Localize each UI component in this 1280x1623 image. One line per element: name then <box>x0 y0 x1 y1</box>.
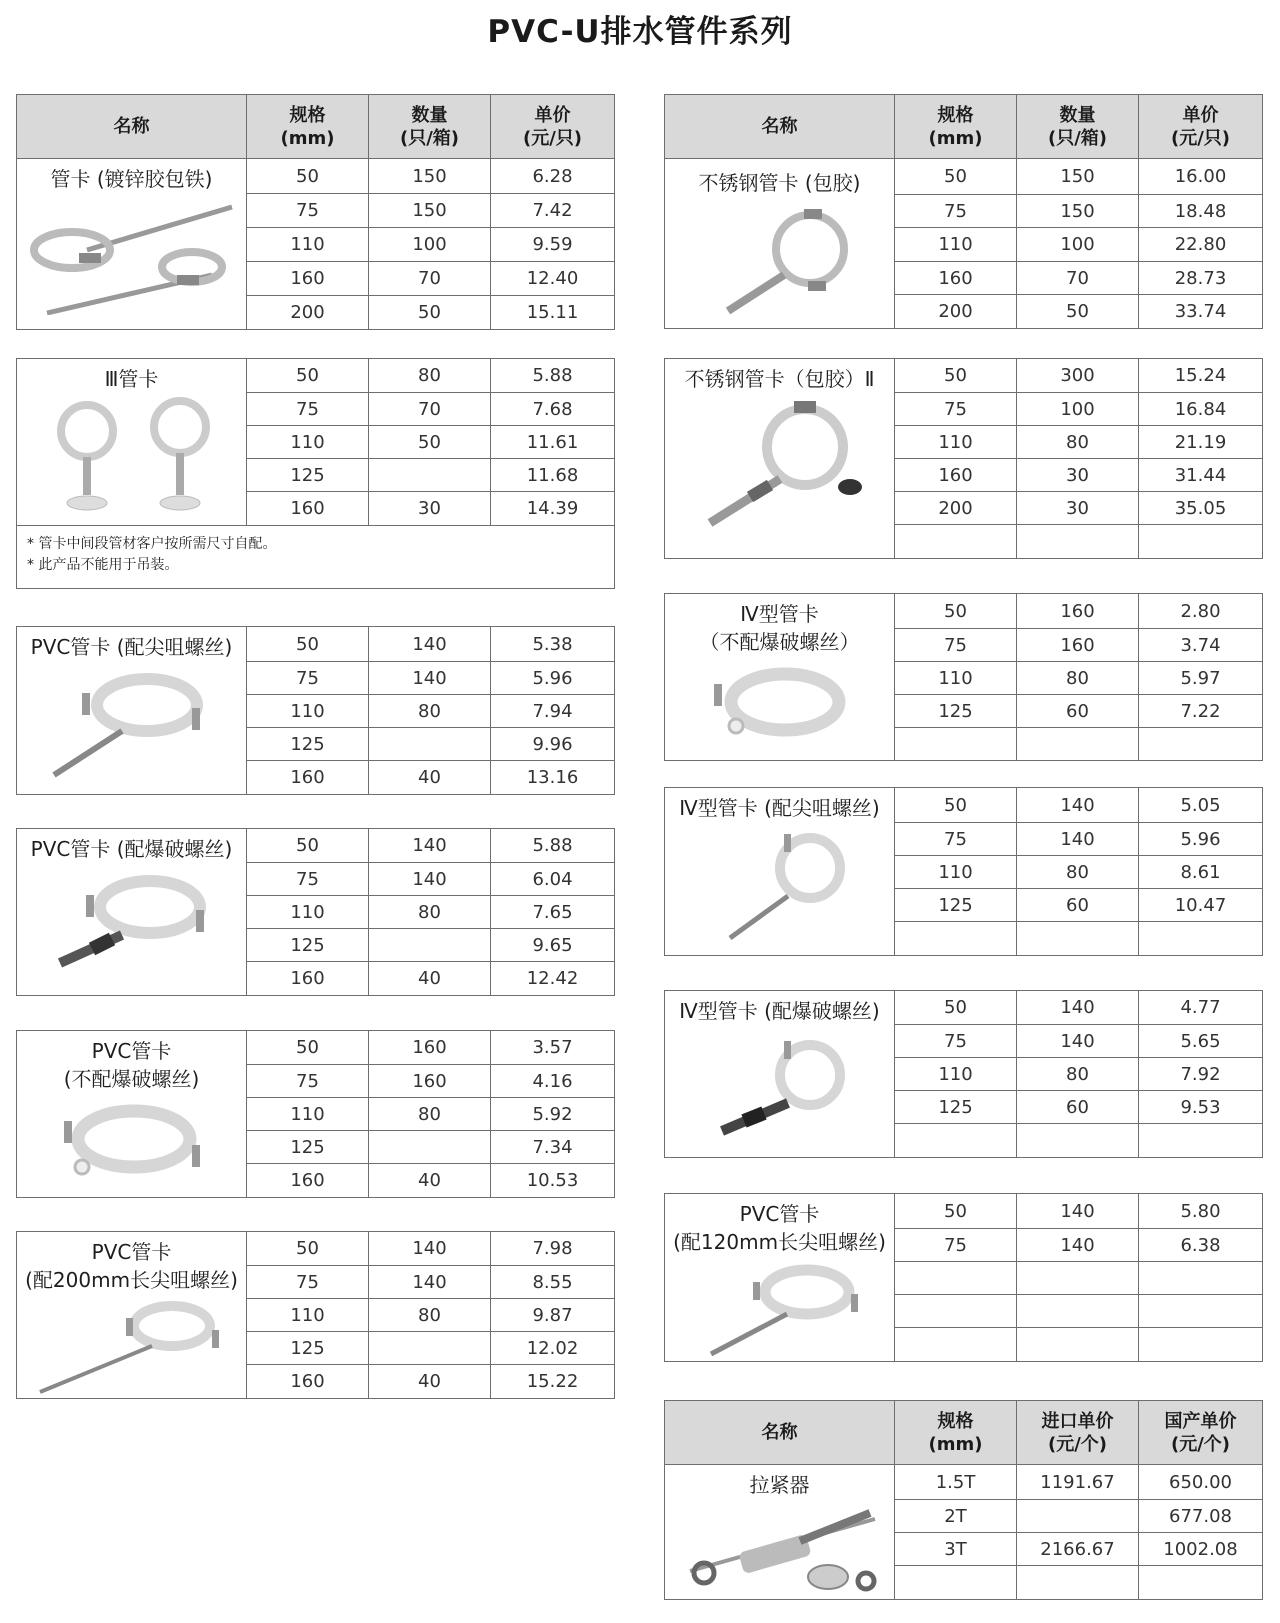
price-cell: 10.47 <box>1139 889 1263 922</box>
qty-cell: 60 <box>1017 1091 1139 1124</box>
product-name-cell <box>665 359 895 559</box>
price-cell: 12.40 <box>491 262 615 296</box>
qty-cell: 50 <box>369 426 491 459</box>
product-name-cell <box>665 594 895 761</box>
qty-cell: 140 <box>369 863 491 896</box>
qty-cell: 150 <box>369 194 491 228</box>
table-header <box>17 95 615 159</box>
qty-cell: 140 <box>1017 1025 1139 1058</box>
spec-cell: 110 <box>247 896 369 929</box>
table-row <box>665 991 1263 1025</box>
table-row <box>17 159 615 194</box>
header-spec: 规格 (mm) <box>895 95 1017 159</box>
spec-cell: 75 <box>247 1266 369 1299</box>
ratchet-puller-icon <box>680 1501 880 1593</box>
spec-cell: 160 <box>247 962 369 996</box>
product-name-cell <box>17 1031 247 1198</box>
spec-cell: 50 <box>247 627 369 662</box>
spec-cell: 75 <box>247 1065 369 1098</box>
spec-cell: 50 <box>247 159 369 194</box>
price-cell: 9.53 <box>1139 1091 1263 1124</box>
qty-cell: 140 <box>369 662 491 695</box>
price-cell: 5.80 <box>1139 1194 1263 1229</box>
header-name: 名称 <box>17 95 247 159</box>
header-name: 名称 <box>665 95 895 159</box>
product-name-cell <box>17 1232 247 1399</box>
spec-cell: 75 <box>895 629 1017 662</box>
qty-cell: 150 <box>1017 195 1139 228</box>
spec-cell: 125 <box>247 929 369 962</box>
header-qty: 数量 (只/箱) <box>369 95 491 159</box>
product-name-cell <box>665 159 895 329</box>
qty-cell: 140 <box>369 1266 491 1299</box>
qty-cell: 150 <box>369 159 491 194</box>
spec-cell: 50 <box>895 991 1017 1025</box>
spec-cell: 125 <box>247 1131 369 1164</box>
header-price: 单价 (元/只) <box>491 95 615 159</box>
price-cell: 5.88 <box>491 829 615 863</box>
price-cell <box>1139 1328 1263 1362</box>
type-iv-clamp-no-screw-icon <box>700 658 860 748</box>
price-cell: 7.68 <box>491 393 615 426</box>
qty-cell <box>369 728 491 761</box>
spec-cell: 50 <box>895 359 1017 393</box>
qty-cell <box>1017 1328 1139 1362</box>
product-name: Ⅳ型管卡 (配爆破螺丝) <box>679 999 880 1023</box>
spec-cell: 125 <box>895 695 1017 728</box>
spec-cell: 160 <box>895 459 1017 492</box>
price-cell: 21.19 <box>1139 426 1263 459</box>
price-cell: 8.61 <box>1139 856 1263 889</box>
price-cell: 5.05 <box>1139 788 1263 823</box>
qty-cell: 150 <box>1017 159 1139 195</box>
product-name: Ⅳ型管卡 （不配爆破螺丝） <box>699 602 860 654</box>
qty-cell <box>1017 525 1139 559</box>
price-cell <box>1139 922 1263 956</box>
spec-cell <box>895 922 1017 956</box>
qty-cell: 140 <box>369 829 491 863</box>
spec-cell: 75 <box>247 662 369 695</box>
qty-cell: 140 <box>1017 1229 1139 1262</box>
product-table-type-iv-clamp-no-screw <box>664 593 1262 761</box>
spec-cell: 125 <box>247 1332 369 1365</box>
product-table-pvc-clamp-200mm <box>16 1231 614 1399</box>
spec-cell <box>895 1262 1017 1295</box>
product-name-cell <box>665 1465 895 1600</box>
spec-cell: 125 <box>247 728 369 761</box>
price-cell: 2.80 <box>1139 594 1263 629</box>
product-name-cell <box>17 359 247 526</box>
price-cell: 33.74 <box>1139 295 1263 329</box>
table-header <box>665 95 1263 159</box>
pvc-clamp-pointed-screw-icon <box>42 663 222 783</box>
price-cell: 7.98 <box>491 1232 615 1266</box>
qty-cell: 40 <box>369 1365 491 1399</box>
domestic-price-cell: 650.00 <box>1139 1465 1263 1500</box>
qty-cell: 80 <box>1017 426 1139 459</box>
spec-cell: 160 <box>895 262 1017 295</box>
price-cell: 6.28 <box>491 159 615 194</box>
price-cell <box>1139 1124 1263 1158</box>
product-table-pvc-clamp-120mm <box>664 1193 1262 1362</box>
spec-cell: 110 <box>895 1058 1017 1091</box>
product-name: 不锈钢管卡（包胶）Ⅱ <box>684 367 875 391</box>
spec-cell <box>895 1295 1017 1328</box>
price-cell: 6.38 <box>1139 1229 1263 1262</box>
spec-cell: 2T <box>895 1500 1017 1533</box>
qty-cell <box>369 459 491 492</box>
price-cell: 5.97 <box>1139 662 1263 695</box>
table-row <box>665 159 1263 195</box>
product-table-type-iv-clamp-expansion <box>664 990 1262 1158</box>
product-name: PVC管卡 (配尖咀螺丝) <box>30 635 233 659</box>
price-cell <box>1139 1262 1263 1295</box>
qty-cell: 80 <box>369 1299 491 1332</box>
product-name: PVC管卡 (配120mm长尖咀螺丝) <box>673 1202 886 1254</box>
stainless-clamp-ii-icon <box>690 395 870 535</box>
pvc-clamp-120mm-screw-icon <box>695 1258 865 1358</box>
spec-cell: 110 <box>895 662 1017 695</box>
price-cell: 11.68 <box>491 459 615 492</box>
qty-cell: 300 <box>1017 359 1139 393</box>
import-price-cell <box>1017 1500 1139 1533</box>
note-line: * 管卡中间段管材客户按所需尺寸自配。 <box>27 536 277 552</box>
price-cell: 4.77 <box>1139 991 1263 1025</box>
product-name: PVC管卡 (配爆破螺丝) <box>30 837 233 861</box>
type-iv-clamp-expansion-screw-icon <box>700 1027 860 1145</box>
spec-cell: 50 <box>247 829 369 863</box>
product-name-cell <box>665 991 895 1158</box>
qty-cell: 100 <box>1017 228 1139 262</box>
qty-cell: 70 <box>1017 262 1139 295</box>
product-name: Ⅳ型管卡 (配尖咀螺丝) <box>679 796 880 820</box>
spec-cell: 75 <box>247 194 369 228</box>
product-table-type-iii-clamp <box>16 358 614 589</box>
table-row <box>17 1031 615 1065</box>
qty-cell <box>1017 1262 1139 1295</box>
spec-cell: 160 <box>247 761 369 795</box>
qty-cell <box>1017 1124 1139 1158</box>
table-row <box>665 788 1263 823</box>
header-qty: 数量 (只/箱) <box>1017 95 1139 159</box>
spec-cell: 50 <box>247 359 369 393</box>
spec-cell <box>895 1566 1017 1600</box>
product-name-cell <box>17 627 247 795</box>
price-cell <box>1139 1295 1263 1328</box>
spec-cell: 50 <box>247 1232 369 1266</box>
header-name: 名称 <box>665 1401 895 1465</box>
spec-cell: 75 <box>247 393 369 426</box>
qty-cell: 30 <box>369 492 491 526</box>
product-table-galvanized-clamp <box>16 94 614 330</box>
qty-cell: 50 <box>1017 295 1139 329</box>
spec-cell: 125 <box>895 889 1017 922</box>
spec-cell: 50 <box>247 1031 369 1065</box>
price-cell: 10.53 <box>491 1164 615 1198</box>
spec-cell: 110 <box>247 228 369 262</box>
galvanized-pipe-clamp-icon <box>27 195 237 315</box>
table-row <box>17 627 615 662</box>
spec-cell: 50 <box>895 1194 1017 1229</box>
product-name: 不锈钢管卡 (包胶) <box>698 171 861 195</box>
price-cell <box>1139 728 1263 761</box>
price-cell: 15.11 <box>491 296 615 330</box>
qty-cell <box>369 1332 491 1365</box>
spec-cell: 75 <box>247 863 369 896</box>
spec-cell: 75 <box>895 1229 1017 1262</box>
qty-cell: 60 <box>1017 889 1139 922</box>
spec-cell: 200 <box>895 492 1017 525</box>
product-name: Ⅲ管卡 <box>104 367 159 391</box>
qty-cell: 140 <box>1017 788 1139 823</box>
price-cell: 9.59 <box>491 228 615 262</box>
price-cell: 5.96 <box>491 662 615 695</box>
product-name-cell <box>665 788 895 956</box>
qty-cell: 70 <box>369 393 491 426</box>
type-iv-clamp-pointed-screw-icon <box>700 824 860 942</box>
table-row <box>17 829 615 863</box>
price-cell: 28.73 <box>1139 262 1263 295</box>
table-row <box>17 359 615 393</box>
product-name-cell <box>665 1194 895 1362</box>
spec-cell: 75 <box>895 823 1017 856</box>
price-cell: 12.02 <box>491 1332 615 1365</box>
table-header <box>665 1401 1263 1465</box>
qty-cell <box>369 1131 491 1164</box>
qty-cell: 80 <box>369 359 491 393</box>
qty-cell: 80 <box>1017 1058 1139 1091</box>
qty-cell: 140 <box>369 1232 491 1266</box>
qty-cell: 140 <box>1017 991 1139 1025</box>
qty-cell <box>1017 922 1139 956</box>
qty-cell: 160 <box>1017 594 1139 629</box>
price-cell: 15.24 <box>1139 359 1263 393</box>
price-cell: 11.61 <box>491 426 615 459</box>
qty-cell: 60 <box>1017 695 1139 728</box>
spec-cell: 50 <box>895 159 1017 195</box>
price-cell: 5.88 <box>491 359 615 393</box>
qty-cell: 140 <box>369 627 491 662</box>
product-name: PVC管卡 (配200mm长尖咀螺丝) <box>25 1240 238 1292</box>
product-name: 管卡 (镀锌胶包铁) <box>50 167 213 191</box>
price-cell: 4.16 <box>491 1065 615 1098</box>
price-cell: 7.92 <box>1139 1058 1263 1091</box>
qty-cell: 30 <box>1017 492 1139 525</box>
product-table-pvc-clamp-no-screw <box>16 1030 614 1198</box>
table-row <box>665 1465 1263 1500</box>
spec-cell: 110 <box>247 1299 369 1332</box>
price-cell: 3.74 <box>1139 629 1263 662</box>
pvc-clamp-no-screw-icon <box>42 1095 222 1191</box>
price-cell: 9.87 <box>491 1299 615 1332</box>
header-spec: 规格 (mm) <box>247 95 369 159</box>
table-row <box>665 1194 1263 1229</box>
qty-cell: 50 <box>369 296 491 330</box>
price-cell: 12.42 <box>491 962 615 996</box>
price-cell: 5.92 <box>491 1098 615 1131</box>
price-cell: 14.39 <box>491 492 615 526</box>
import-price-cell: 1191.67 <box>1017 1465 1139 1500</box>
type-iii-pipe-clamp-icon <box>32 395 232 523</box>
qty-cell: 100 <box>1017 393 1139 426</box>
price-cell: 8.55 <box>491 1266 615 1299</box>
price-cell: 16.00 <box>1139 159 1263 195</box>
pvc-clamp-200mm-screw-icon <box>32 1296 232 1396</box>
price-cell: 13.16 <box>491 761 615 795</box>
product-table-stainless-clamp <box>664 94 1262 329</box>
spec-cell: 50 <box>895 594 1017 629</box>
price-cell: 31.44 <box>1139 459 1263 492</box>
spec-cell: 200 <box>247 296 369 330</box>
price-cell: 6.04 <box>491 863 615 896</box>
header-price: 单价 (元/只) <box>1139 95 1263 159</box>
price-cell: 7.94 <box>491 695 615 728</box>
import-price-cell: 2166.67 <box>1017 1533 1139 1566</box>
qty-cell: 160 <box>369 1031 491 1065</box>
header-spec: 规格 (mm) <box>895 1401 1017 1465</box>
price-cell: 18.48 <box>1139 195 1263 228</box>
price-cell: 5.38 <box>491 627 615 662</box>
qty-cell: 160 <box>1017 629 1139 662</box>
product-table-type-iv-clamp-pointed <box>664 787 1262 956</box>
product-table-pvc-clamp-expansion <box>16 828 614 996</box>
domestic-price-cell: 677.08 <box>1139 1500 1263 1533</box>
price-cell: 7.22 <box>1139 695 1263 728</box>
spec-cell: 110 <box>247 426 369 459</box>
price-cell: 9.96 <box>491 728 615 761</box>
spec-cell: 3T <box>895 1533 1017 1566</box>
notes-cell <box>17 526 615 589</box>
price-cell: 9.65 <box>491 929 615 962</box>
spec-cell: 50 <box>895 788 1017 823</box>
qty-cell: 80 <box>1017 856 1139 889</box>
price-cell: 22.80 <box>1139 228 1263 262</box>
header-domestic-price: 国产单价 (元/个) <box>1139 1401 1263 1465</box>
spec-cell: 160 <box>247 1164 369 1198</box>
page-title: PVC-U排水管件系列 <box>487 14 793 50</box>
product-table-ratchet-puller <box>664 1400 1262 1600</box>
qty-cell: 80 <box>369 1098 491 1131</box>
price-cell: 35.05 <box>1139 492 1263 525</box>
spec-cell: 125 <box>247 459 369 492</box>
spec-cell: 160 <box>247 492 369 526</box>
pvc-clamp-expansion-screw-icon <box>42 865 222 985</box>
table-row <box>17 1232 615 1266</box>
price-cell: 5.65 <box>1139 1025 1263 1058</box>
spec-cell: 110 <box>895 228 1017 262</box>
spec-cell <box>895 728 1017 761</box>
qty-cell: 30 <box>1017 459 1139 492</box>
spec-cell: 75 <box>895 1025 1017 1058</box>
spec-cell <box>895 1124 1017 1158</box>
spec-cell: 110 <box>895 426 1017 459</box>
qty-cell: 40 <box>369 761 491 795</box>
spec-cell: 200 <box>895 295 1017 329</box>
qty-cell: 160 <box>369 1065 491 1098</box>
domestic-price-cell <box>1139 1566 1263 1600</box>
note-line: * 此产品不能用于吊装。 <box>27 557 179 573</box>
spec-cell: 160 <box>247 262 369 296</box>
qty-cell: 40 <box>369 962 491 996</box>
import-price-cell <box>1017 1566 1139 1600</box>
stainless-clamp-icon <box>700 199 860 319</box>
product-name: PVC管卡 (不配爆破螺丝) <box>63 1039 200 1091</box>
domestic-price-cell: 1002.08 <box>1139 1533 1263 1566</box>
spec-cell: 125 <box>895 1091 1017 1124</box>
spec-cell: 110 <box>247 695 369 728</box>
table-row <box>665 359 1263 393</box>
spec-cell <box>895 1328 1017 1362</box>
price-cell: 16.84 <box>1139 393 1263 426</box>
table-row <box>665 594 1263 629</box>
price-cell: 5.96 <box>1139 823 1263 856</box>
qty-cell: 100 <box>369 228 491 262</box>
qty-cell: 140 <box>1017 1194 1139 1229</box>
spec-cell: 110 <box>247 1098 369 1131</box>
spec-cell: 1.5T <box>895 1465 1017 1500</box>
qty-cell: 70 <box>369 262 491 296</box>
price-cell: 7.34 <box>491 1131 615 1164</box>
price-cell <box>1139 525 1263 559</box>
notes-row <box>17 526 615 589</box>
price-cell: 3.57 <box>491 1031 615 1065</box>
qty-cell <box>1017 1295 1139 1328</box>
spec-cell <box>895 525 1017 559</box>
product-name-cell <box>17 829 247 996</box>
qty-cell: 40 <box>369 1164 491 1198</box>
product-name: 拉紧器 <box>749 1473 810 1497</box>
price-cell: 7.65 <box>491 896 615 929</box>
qty-cell: 80 <box>369 896 491 929</box>
qty-cell <box>369 929 491 962</box>
spec-cell: 160 <box>247 1365 369 1399</box>
price-cell: 15.22 <box>491 1365 615 1399</box>
spec-cell: 75 <box>895 393 1017 426</box>
product-name-cell <box>17 159 247 330</box>
product-table-stainless-clamp-ii <box>664 358 1262 559</box>
price-cell: 7.42 <box>491 194 615 228</box>
spec-cell: 75 <box>895 195 1017 228</box>
qty-cell: 140 <box>1017 823 1139 856</box>
qty-cell: 80 <box>369 695 491 728</box>
product-table-pvc-clamp-pointed <box>16 626 614 795</box>
spec-cell: 110 <box>895 856 1017 889</box>
qty-cell <box>1017 728 1139 761</box>
qty-cell: 80 <box>1017 662 1139 695</box>
header-import-price: 进口单价 (元/个) <box>1017 1401 1139 1465</box>
